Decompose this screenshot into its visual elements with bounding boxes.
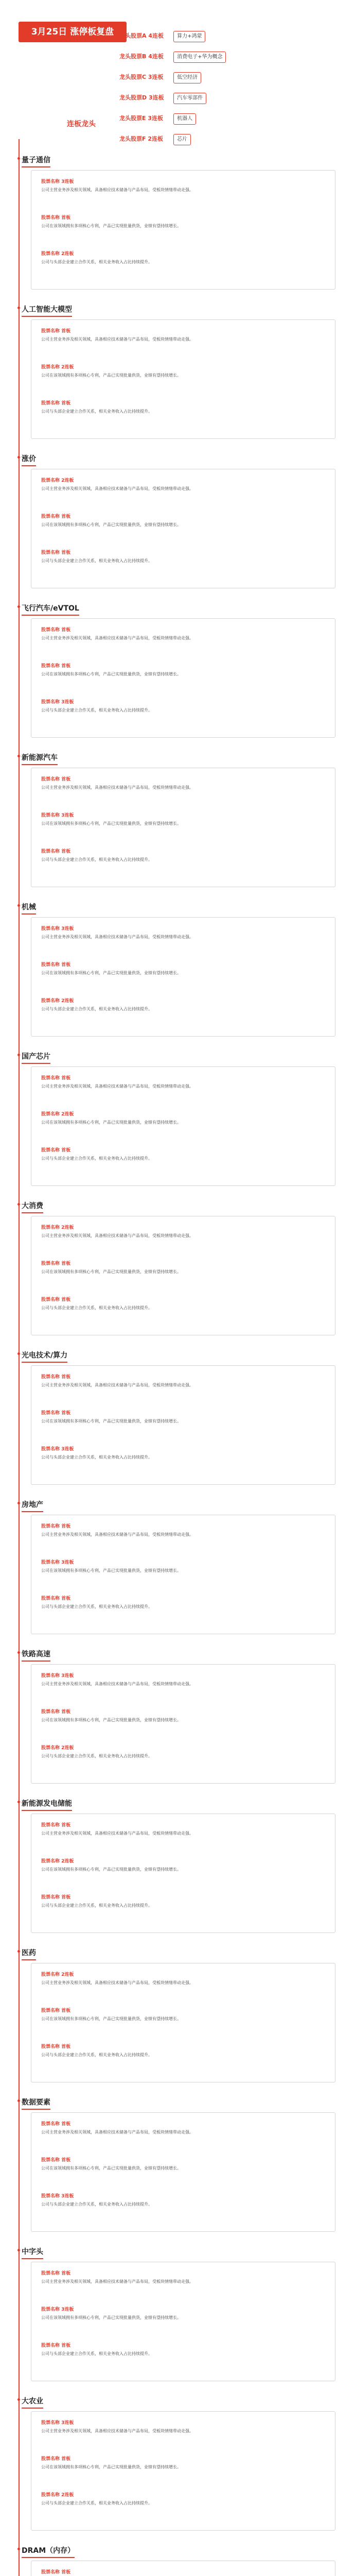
timeline-dot bbox=[17, 1352, 20, 1355]
stock-label: 股票名称 3连板 bbox=[41, 2194, 74, 2199]
stock-desc: 公司主营业务涉及相关领域，具备相应技术储备与产品布局，受板块情绪带动走强。 bbox=[41, 636, 193, 640]
stock-desc: 公司与头部企业建立合作关系，相关业务收入占比持续提升。 bbox=[41, 2501, 152, 2505]
stock-label: 股票名称 3连板 bbox=[41, 2420, 74, 2426]
section-title: 涨价 bbox=[22, 453, 36, 464]
stock-desc: 公司主营业务涉及相关领域，具备相应技术储备与产品布局，受板块情绪带动走强。 bbox=[41, 2429, 193, 2433]
stock-desc: 公司在该领域拥有多项核心专利，产品已实现批量供货，业绩有望持续增长。 bbox=[41, 971, 181, 975]
timeline-dot bbox=[17, 1502, 20, 1504]
stock-desc: 公司在该领域拥有多项核心专利，产品已实现批量供货，业绩有望持续增长。 bbox=[41, 2315, 181, 2320]
section-title: DRAM（内存） bbox=[22, 2545, 75, 2555]
stock-label: 股票名称 3连板 bbox=[41, 813, 74, 818]
section-title: 飞行汽车/eVTOL bbox=[22, 603, 79, 613]
leader-name: 龙头股票A 4连板 bbox=[119, 32, 164, 39]
stock-label: 股票名称 首板 bbox=[41, 1297, 71, 1302]
section-title: 大消费 bbox=[22, 1200, 43, 1211]
stock-label: 股票名称 首板 bbox=[41, 2271, 71, 2276]
stock-desc: 公司主营业务涉及相关领域，具备相应技术储备与产品布局，受板块情绪带动走强。 bbox=[41, 2130, 193, 2134]
stock-desc: 公司与头部企业建立合作关系，相关业务收入占比持续提升。 bbox=[41, 857, 152, 862]
stock-desc: 公司与头部企业建立合作关系，相关业务收入占比持续提升。 bbox=[41, 1455, 152, 1460]
timeline-dot bbox=[17, 307, 20, 309]
stock-desc: 公司在该领域拥有多项核心专利，产品已实现批量供货，业绩有望持续增长。 bbox=[41, 1568, 181, 1573]
stock-label: 股票名称 首板 bbox=[41, 962, 71, 968]
stock-desc: 公司与头部企业建立合作关系，相关业务收入占比持续提升。 bbox=[41, 409, 152, 414]
stock-desc: 公司在该领域拥有多项核心专利，产品已实现批量供货，业绩有望持续增长。 bbox=[41, 2166, 181, 2171]
stock-desc: 公司主营业务涉及相关领域，具备相应技术储备与产品布局，受板块情绪带动走强。 bbox=[41, 1682, 193, 1686]
stock-desc: 公司在该领域拥有多项核心专利，产品已实现批量供货，业绩有望持续增长。 bbox=[41, 1269, 181, 1274]
stock-desc: 公司在该领域拥有多项核心专利，产品已实现批量供货，业绩有望持续增长。 bbox=[41, 2465, 181, 2469]
timeline-line bbox=[19, 139, 20, 2576]
stock-desc: 公司主营业务涉及相关领域，具备相应技术储备与产品布局，受板块情绪带动走强。 bbox=[41, 1084, 193, 1089]
stock-label: 股票名称 首板 bbox=[41, 1709, 71, 1715]
stock-desc: 公司主营业务涉及相关领域，具备相应技术储备与产品布局，受板块情绪带动走强。 bbox=[41, 1233, 193, 1238]
leader-row bbox=[119, 70, 201, 83]
stock-desc: 公司主营业务涉及相关领域，具备相应技术储备与产品布局，受板块情绪带动走强。 bbox=[41, 188, 193, 192]
leader-desc: 消费电子+华为概念 bbox=[173, 52, 226, 63]
timeline-dot bbox=[17, 904, 20, 907]
stock-desc: 公司主营业务涉及相关领域，具备相应技术储备与产品布局，受板块情绪带动走强。 bbox=[41, 785, 193, 790]
stock-desc: 公司在该领域拥有多项核心专利，产品已实现批量供货，业绩有望持续增长。 bbox=[41, 821, 181, 826]
stock-label: 股票名称 2连板 bbox=[41, 1745, 74, 1751]
stock-desc: 公司主营业务涉及相关领域，具备相应技术储备与产品布局，受板块情绪带动走强。 bbox=[41, 1831, 193, 1836]
timeline-dot bbox=[17, 605, 20, 608]
leader-row bbox=[119, 49, 226, 62]
section-box bbox=[31, 2561, 335, 2576]
stock-label: 股票名称 2连板 bbox=[41, 2493, 74, 2498]
stock-label: 股票名称 2连板 bbox=[41, 365, 74, 370]
stock-desc: 公司与头部企业建立合作关系，相关业务收入占比持续提升。 bbox=[41, 1156, 152, 1161]
leader-desc: 算力+鸿蒙 bbox=[173, 31, 205, 42]
stock-label: 股票名称 首板 bbox=[41, 1524, 71, 1529]
section-title: 房地产 bbox=[22, 1499, 43, 1510]
leader-desc: 机器人 bbox=[173, 113, 196, 125]
leader-desc: 芯片 bbox=[173, 134, 191, 145]
leader-name: 龙头股票C 3连板 bbox=[119, 74, 164, 80]
timeline-dot bbox=[17, 2398, 20, 2401]
stock-label: 股票名称 首板 bbox=[41, 664, 71, 669]
leader-row bbox=[119, 131, 191, 145]
section-title: 量子通信 bbox=[22, 155, 50, 165]
stock-label: 股票名称 首板 bbox=[41, 2158, 71, 2163]
stock-desc: 公司主营业务涉及相关领域，具备相应技术储备与产品布局，受板块情绪带动走强。 bbox=[41, 1383, 193, 1387]
stock-label: 股票名称 首板 bbox=[41, 1148, 71, 1153]
timeline-dot bbox=[17, 456, 20, 459]
stock-desc: 公司与头部企业建立合作关系，相关业务收入占比持续提升。 bbox=[41, 2202, 152, 2207]
stock-desc: 公司在该领域拥有多项核心专利，产品已实现批量供货，业绩有望持续增长。 bbox=[41, 522, 181, 527]
leader-desc: 汽车零部件 bbox=[173, 93, 206, 104]
stock-desc: 公司与头部企业建立合作关系，相关业务收入占比持续提升。 bbox=[41, 1306, 152, 1310]
timeline-dot bbox=[17, 1950, 20, 1953]
section-title: 机械 bbox=[22, 902, 36, 912]
timeline-dot bbox=[17, 755, 20, 757]
stock-label: 股票名称 首板 bbox=[41, 1375, 71, 1380]
stock-label: 股票名称 3连板 bbox=[41, 1447, 74, 1452]
stock-desc: 公司在该领域拥有多项核心专利，产品已实现批量供货，业绩有望持续增长。 bbox=[41, 1419, 181, 1423]
stock-desc: 公司主营业务涉及相关领域，具备相应技术储备与产品布局，受板块情绪带动走强。 bbox=[41, 1532, 193, 1537]
stock-label: 股票名称 首板 bbox=[41, 215, 71, 221]
stock-label: 股票名称 首板 bbox=[41, 1411, 71, 1416]
stock-label: 股票名称 首板 bbox=[41, 777, 71, 782]
timeline-dot bbox=[17, 1651, 20, 1654]
stock-label: 股票名称 首板 bbox=[41, 1823, 71, 1828]
stock-label: 股票名称 首板 bbox=[41, 329, 71, 334]
stock-desc: 公司主营业务涉及相关领域，具备相应技术储备与产品布局，受板块情绪带动走强。 bbox=[41, 935, 193, 939]
stock-desc: 公司在该领域拥有多项核心专利，产品已实现批量供货，业绩有望持续增长。 bbox=[41, 224, 181, 228]
stock-label: 股票名称 3连板 bbox=[41, 1560, 74, 1565]
stock-label: 股票名称 首板 bbox=[41, 401, 71, 406]
timeline-dot bbox=[17, 1801, 20, 1803]
stock-label: 股票名称 首板 bbox=[41, 2008, 71, 2013]
timeline-dot bbox=[17, 1203, 20, 1206]
stock-label: 股票名称 首板 bbox=[41, 1596, 71, 1601]
stock-label: 股票名称 3连板 bbox=[41, 926, 74, 931]
section-title: 国产芯片 bbox=[22, 1051, 50, 1061]
stock-label: 股票名称 2连板 bbox=[41, 1859, 74, 1864]
page-header: 3月25日 涨停板复盘 bbox=[19, 22, 127, 42]
stock-label: 股票名称 首板 bbox=[41, 1076, 71, 1081]
leader-name: 龙头股票E 3连板 bbox=[119, 115, 163, 122]
leader-row bbox=[119, 28, 205, 42]
stock-label: 股票名称 首板 bbox=[41, 1261, 71, 1266]
stock-label: 股票名称 2连板 bbox=[41, 478, 74, 483]
stock-desc: 公司与头部企业建立合作关系，相关业务收入占比持续提升。 bbox=[41, 708, 152, 713]
leader-desc: 低空经济 bbox=[173, 72, 201, 83]
timeline-dot bbox=[17, 2099, 20, 2102]
timeline-dot bbox=[17, 2548, 20, 2550]
stock-label: 股票名称 2连板 bbox=[41, 1972, 74, 1977]
stock-label: 股票名称 首板 bbox=[41, 2456, 71, 2462]
section-title: 铁路高速 bbox=[22, 1649, 50, 1659]
section-title: 新能源汽车 bbox=[22, 752, 58, 762]
stock-label: 股票名称 2连板 bbox=[41, 1112, 74, 1117]
section-title: 光电技术/算力 bbox=[22, 1350, 67, 1360]
stock-desc: 公司在该领域拥有多项核心专利，产品已实现批量供货，业绩有望持续增长。 bbox=[41, 672, 181, 676]
stock-label: 股票名称 2连板 bbox=[41, 998, 74, 1004]
stock-desc: 公司主营业务涉及相关领域，具备相应技术储备与产品布局，受板块情绪带动走强。 bbox=[41, 337, 193, 342]
stock-desc: 公司与头部企业建立合作关系，相关业务收入占比持续提升。 bbox=[41, 260, 152, 264]
stock-label: 股票名称 首板 bbox=[41, 849, 71, 854]
stock-desc: 公司在该领域拥有多项核心专利，产品已实现批量供货，业绩有望持续增长。 bbox=[41, 2016, 181, 2021]
stock-desc: 公司与头部企业建立合作关系，相关业务收入占比持续提升。 bbox=[41, 1604, 152, 1609]
stock-label: 股票名称 3连板 bbox=[41, 700, 74, 705]
stock-label: 股票名称 首板 bbox=[41, 2122, 71, 2127]
leader-name: 龙头股票D 3连板 bbox=[119, 94, 164, 101]
stock-label: 股票名称 2连板 bbox=[41, 1225, 74, 1230]
stock-desc: 公司与头部企业建立合作关系，相关业务收入占比持续提升。 bbox=[41, 2053, 152, 2057]
stock-label: 股票名称 首板 bbox=[41, 1895, 71, 1900]
stock-label: 股票名称 首板 bbox=[41, 2343, 71, 2348]
stock-label: 股票名称 首板 bbox=[41, 2570, 71, 2575]
stock-desc: 公司与头部企业建立合作关系，相关业务收入占比持续提升。 bbox=[41, 1754, 152, 1758]
stock-label: 股票名称 3连板 bbox=[41, 179, 74, 184]
section-title: 新能源发电储能 bbox=[22, 1798, 72, 1808]
leader-name: 龙头股票F 2连板 bbox=[119, 135, 163, 142]
section-title: 医药 bbox=[22, 1947, 36, 1958]
leader-row bbox=[119, 90, 206, 104]
timeline-dot bbox=[17, 1054, 20, 1056]
stock-desc: 公司主营业务涉及相关领域，具备相应技术储备与产品布局，受板块情绪带动走强。 bbox=[41, 2279, 193, 2284]
stock-label: 股票名称 首板 bbox=[41, 628, 71, 633]
stock-desc: 公司主营业务涉及相关领域，具备相应技术储备与产品布局，受板块情绪带动走强。 bbox=[41, 1980, 193, 1985]
stock-desc: 公司在该领域拥有多项核心专利，产品已实现批量供货，业绩有望持续增长。 bbox=[41, 1867, 181, 1872]
section-title: 数据要素 bbox=[22, 2097, 50, 2107]
stock-desc: 公司在该领域拥有多项核心专利，产品已实现批量供货，业绩有望持续增长。 bbox=[41, 1718, 181, 1722]
stock-desc: 公司在该领域拥有多项核心专利，产品已实现批量供货，业绩有望持续增长。 bbox=[41, 1120, 181, 1125]
stock-desc: 公司主营业务涉及相关领域，具备相应技术储备与产品布局，受板块情绪带动走强。 bbox=[41, 486, 193, 491]
section-title: 大农业 bbox=[22, 2396, 43, 2406]
stock-desc: 公司与头部企业建立合作关系，相关业务收入占比持续提升。 bbox=[41, 2351, 152, 2356]
stock-label: 股票名称 3连板 bbox=[41, 2307, 74, 2312]
stock-desc: 公司与头部企业建立合作关系，相关业务收入占比持续提升。 bbox=[41, 1007, 152, 1011]
stock-desc: 公司在该领域拥有多项核心专利，产品已实现批量供货，业绩有望持续增长。 bbox=[41, 373, 181, 378]
section-title: 中字头 bbox=[22, 2246, 43, 2257]
stock-label: 股票名称 首板 bbox=[41, 550, 71, 555]
leader-title: 连板龙头 bbox=[67, 120, 96, 128]
section-title: 人工智能大模型 bbox=[22, 304, 72, 314]
leader-row bbox=[119, 111, 196, 124]
leader-name: 龙头股票B 4连板 bbox=[119, 53, 164, 60]
stock-desc: 公司与头部企业建立合作关系，相关业务收入占比持续提升。 bbox=[41, 1903, 152, 1908]
timeline-dot bbox=[17, 157, 20, 160]
stock-desc: 公司与头部企业建立合作关系，相关业务收入占比持续提升。 bbox=[41, 558, 152, 563]
timeline-dot bbox=[17, 2249, 20, 2251]
stock-label: 股票名称 首板 bbox=[41, 2044, 71, 2049]
stock-label: 股票名称 2连板 bbox=[41, 251, 74, 257]
stock-label: 股票名称 首板 bbox=[41, 514, 71, 519]
stock-label: 股票名称 3连板 bbox=[41, 1673, 74, 1679]
